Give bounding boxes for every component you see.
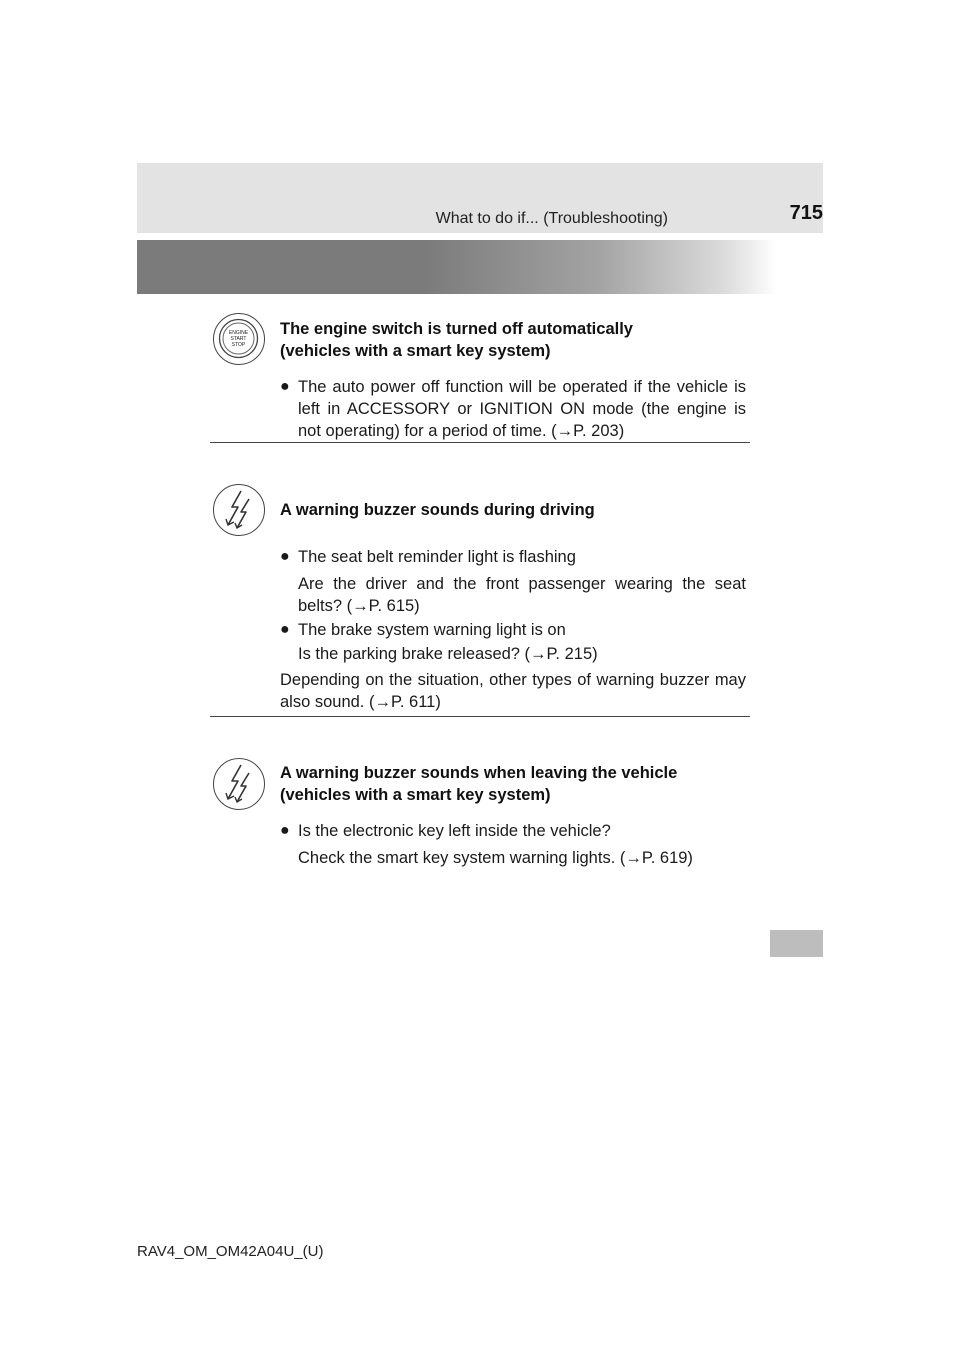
section-title-line: The engine switch is turned off automatically	[280, 320, 633, 338]
list-item	[280, 376, 746, 442]
bullet-subtext: Check the smart key system warning lights. (→P. 619)	[298, 849, 693, 867]
bullet-text: The seat belt reminder light is flashing	[298, 548, 576, 566]
buzzer-sound-icon	[213, 484, 265, 536]
list-item	[280, 619, 746, 641]
section-title-line: (vehicles with a smart key system)	[280, 342, 551, 360]
bullet-dot: ●	[280, 621, 290, 638]
bullet-text: The brake system warning light is on	[298, 621, 566, 639]
section-title	[280, 318, 740, 362]
page-header	[137, 163, 823, 233]
section-title-line: (vehicles with a smart key system)	[280, 786, 551, 804]
icon-label-line: ENGINE	[228, 330, 249, 336]
buzzer-sound-icon	[213, 758, 265, 810]
list-item	[280, 820, 746, 842]
section-title: A warning buzzer sounds during driving	[280, 501, 595, 519]
bullet-dot: ●	[280, 378, 290, 395]
section-engine-auto-off	[210, 310, 750, 440]
bullet-text: Is the electronic key left inside the vehicle?	[298, 822, 611, 840]
document-code: RAV4_OM_OM42A04U_(U)	[137, 1243, 324, 1260]
icon-label-line: START	[230, 336, 247, 342]
engine-start-stop-button-icon	[213, 313, 265, 365]
section-divider	[210, 716, 750, 717]
chapter-title: What to do if... (Troubleshooting)	[435, 210, 668, 227]
bullet-subtext: Is the parking brake released? (→P. 215)	[298, 645, 598, 663]
bullet-dot: ●	[280, 548, 290, 565]
section-divider	[210, 442, 750, 443]
section-title-line: A warning buzzer sounds when leaving the vehicle	[280, 764, 678, 782]
chapter-tab	[770, 930, 823, 957]
section-buzzer-leaving	[210, 758, 750, 898]
section-buzzer-driving	[210, 484, 750, 714]
icon-label-line: STOP	[231, 342, 246, 348]
bullet-text: The auto power off function will be operated if the vehicle is left in ACCESSORY or IGNITION ON mode (the engine is not operating) for a period of time. (→P. 203)	[298, 378, 746, 440]
list-item	[280, 546, 746, 568]
page-number: 715	[789, 202, 823, 224]
bullet-subtext: Are the driver and the front passenger wearing the seat belts? (→P. 615)	[298, 575, 746, 615]
note-text: Depending on the situation, other types of warning buzzer may also sound. (→P. 611)	[280, 671, 746, 711]
section-banner	[137, 240, 777, 294]
bullet-dot: ●	[280, 822, 290, 839]
section-title	[280, 762, 740, 806]
